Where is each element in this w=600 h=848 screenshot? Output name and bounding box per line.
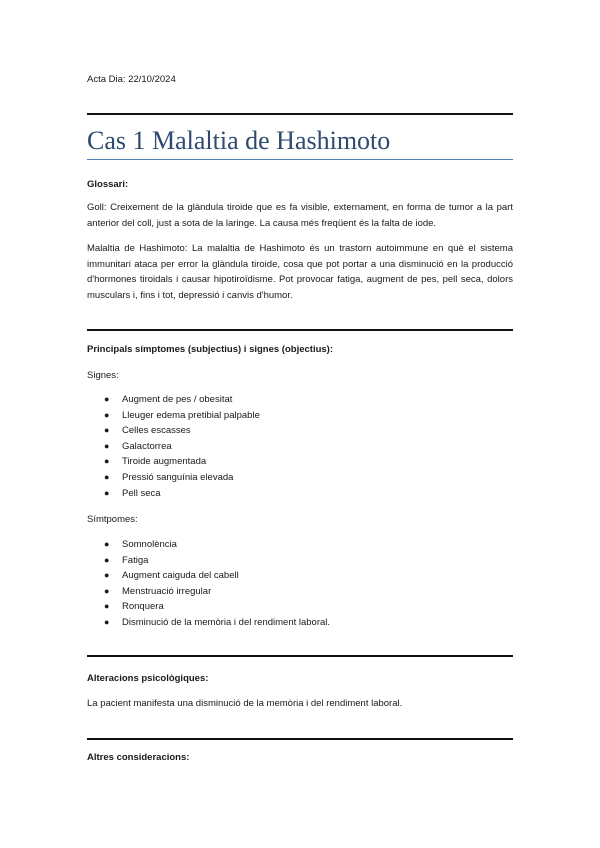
list-item: ● Somnolència (87, 537, 513, 553)
divider (87, 329, 513, 331)
bullet-icon: ● (104, 425, 110, 436)
altres-heading: Altres consideracions: (87, 752, 190, 763)
acta-date: Acta Dia: 22/10/2024 (87, 74, 176, 85)
bullet-icon: ● (104, 440, 110, 451)
psicologiques-heading: Alteracions psicològiques: (87, 673, 209, 684)
bullet-icon: ● (104, 487, 110, 498)
list-item: ● Celles escasses (87, 423, 513, 439)
simptomes-label: Símtpomes: (87, 514, 138, 525)
bullet-icon: ● (104, 471, 110, 482)
psicologiques-text: La pacient manifesta una disminució de la memòria i del rendiment laboral. (87, 698, 403, 709)
bullet-icon: ● (104, 554, 110, 565)
divider (87, 738, 513, 740)
bullet-icon: ● (104, 539, 110, 549)
bullet-icon: ● (104, 570, 110, 581)
signes-label: Signes: (87, 370, 119, 381)
signes-list (87, 392, 513, 501)
list-item: ● Disminució de la memòria i del rendiment laboral. (87, 615, 513, 631)
list-item: ● Lleuger edema pretibial palpable (87, 408, 513, 424)
list-item: ● Galactorrea (87, 439, 513, 455)
list-item: ● Menstruació irregular (87, 584, 513, 600)
list-item: ● Augment de pes / obesitat (87, 392, 513, 408)
list-item: ● Pell seca (87, 486, 513, 502)
list-item: ● Pressió sanguínia elevada (87, 470, 513, 486)
glossari-heading: Glossari: (87, 179, 129, 190)
list-item: ● Augment caiguda del cabell (87, 568, 513, 584)
list-item: ● Fatiga (87, 553, 513, 569)
simptomes-heading: Principals símptomes (subjectius) i signes (objectius): (87, 344, 333, 355)
list-item: ● Tiroide augmentada (87, 454, 513, 470)
bullet-icon: ● (104, 585, 110, 596)
bullet-icon: ● (104, 409, 110, 420)
simptomes-list (87, 537, 513, 631)
bullet-icon: ● (104, 601, 110, 612)
glossari-hashimoto: Malaltia de Hashimoto: La malaltia de Hashimoto és un trastorn autoimmune en què el sistema immunitari ataca per error la glàndula tiroide, cosa que pot portar a una disminució en la producció d'hormones tiroidals i causar hipotiroïdisme. Pot provocar fatiga, augment de pes, pell seca, dolors musculars i, fins i tot, depressió i canvis d'humor. (87, 243, 513, 301)
divider (87, 113, 513, 115)
page-title: Cas 1 Malaltia de Hashimoto (87, 125, 513, 160)
bullet-icon: ● (104, 456, 110, 467)
bullet-icon: ● (104, 394, 110, 404)
list-item: ● Ronquera (87, 599, 513, 615)
divider (87, 655, 513, 657)
bullet-icon: ● (104, 616, 110, 627)
glossari-goll: Goll: Creixement de la glàndula tiroide que es fa visible, externament, en forma de tumor a la part anterior del coll, just a sota de la laringe. La causa més freqüent és la falta de iode. (87, 202, 513, 229)
